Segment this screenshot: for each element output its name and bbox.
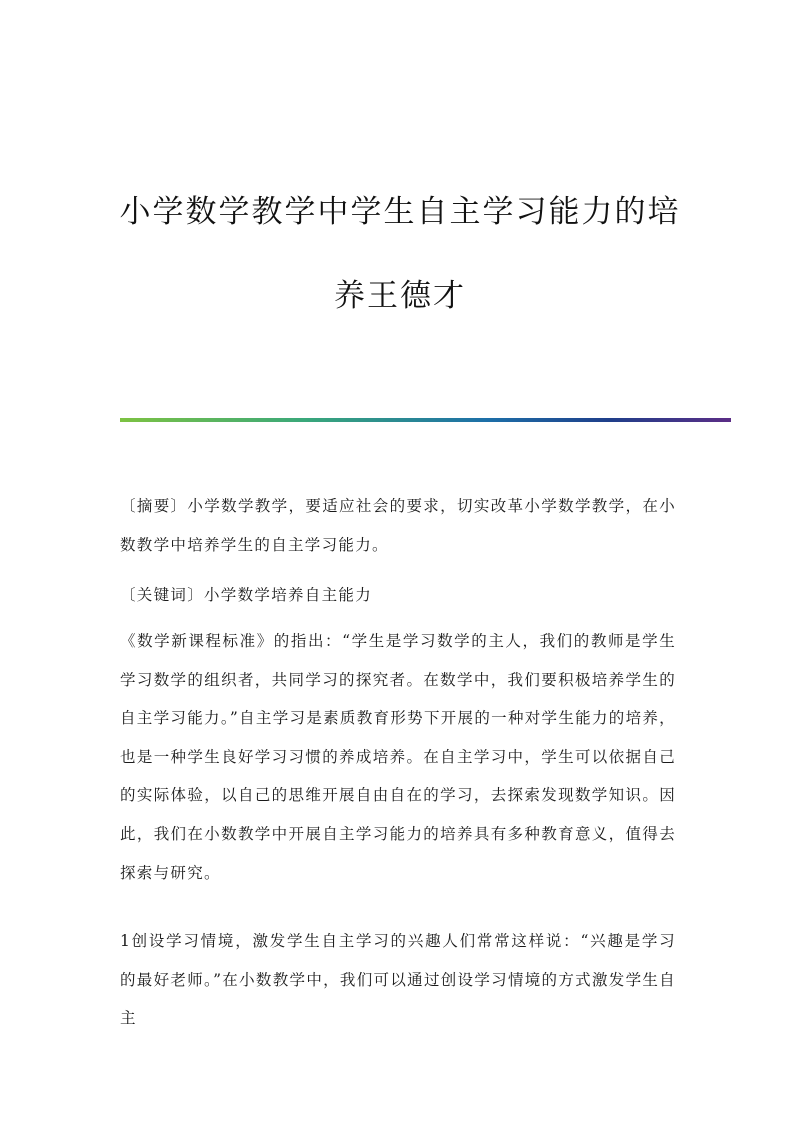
document-title-line-1: 小学数学教学中学生自主学习能力的培 <box>119 194 681 230</box>
document-title-line-2: 养王德才 <box>334 278 466 314</box>
keywords-paragraph: 〔关键词〕小学数学培养自主能力 <box>120 586 373 604</box>
abstract-paragraph: 〔摘要〕小学数学教学，要适应社会的要求，切实改革小学数学教学，在小数教学中培养学生的自主学习能力。 <box>120 497 676 554</box>
title-divider-rule <box>120 418 731 422</box>
section-1-paragraph: 1创设学习情境，激发学生自主学习的兴趣人们常常这样说：“兴趣是学习的最好老师。”在小数教学中，我们可以通过创设学习情境的方式激发学生自主 <box>120 932 676 1027</box>
body-paragraph: 《数学新课程标准》的指出：“学生是学习数学的主人，我们的教师是学生学习数学的组织者，共同学习的探究者。在数学中，我们要积极培养学生的自主学习能力。”自主学习是素质教育形势下开展的一种对学生能力的培养，也是一种学生良好学习习惯的养成培养。在自主学习中，学生可以依据自己的实际体验，以自己的思维开展自由自在的学习，去探索发现数学知识。因此，我们在小数教学中开展自主学习能力的培养具有多种教育意义，值得去探索与研究。 <box>120 632 676 882</box>
